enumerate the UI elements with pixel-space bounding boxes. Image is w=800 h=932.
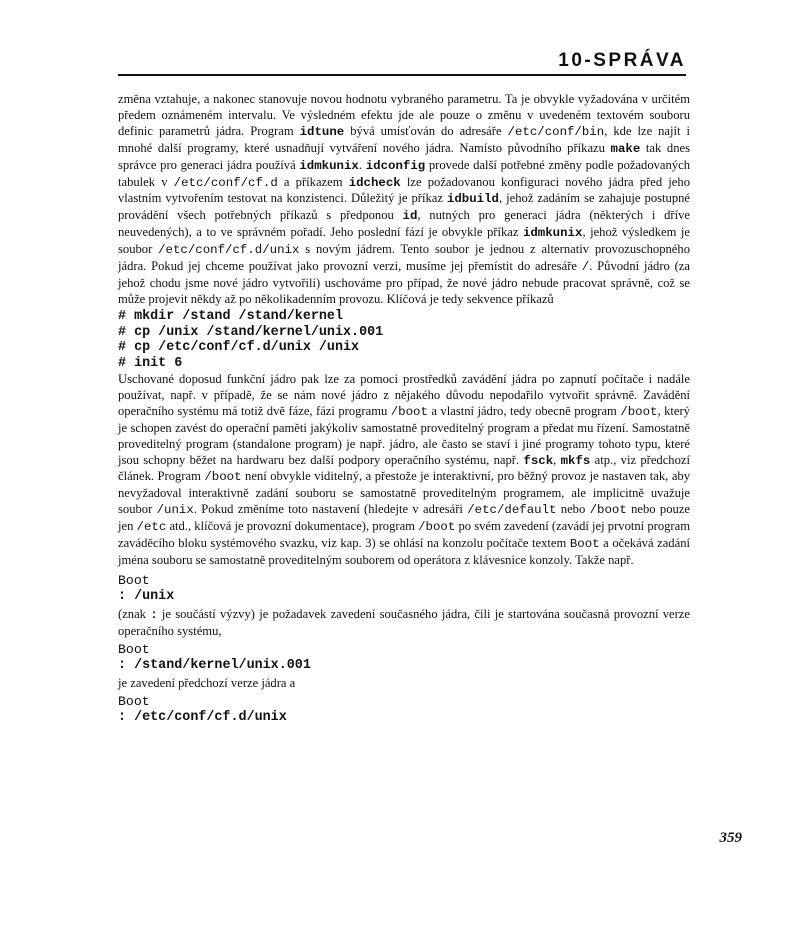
text-run: nebo <box>556 502 590 517</box>
text-run: provede další potřebné změny podle požadovaných tabulek v <box>118 157 691 189</box>
inline-code: /etc/default <box>467 503 557 518</box>
paragraph-2 <box>118 372 690 569</box>
command-name: idtune <box>299 124 345 139</box>
text-run: , kde lze najít i mnohé další programy, které usnadňují vytváření nového jádra. Namísto původního příkazu <box>118 123 690 155</box>
command-name: idmkunix <box>299 158 359 173</box>
inline-code: /boot <box>589 503 627 518</box>
text-run: , který je schopen zavést do operační paměti jakýkoliv samostatně proveditelný program a předat mu řízení. Samostatně proveditelný program (standalone program) je např. jádro, ale často se staví i jiné programy tohoto typu, které jsou schopny běžet na hardwaru bez další podpory operačního systému, např. <box>118 403 690 467</box>
inline-code: /boot <box>418 520 456 535</box>
text-run: po svém zavedení (zavádí jej prvotní program zaváděcího bloku systémového svazku, viz kap. 3) se ohlásí na konzolu počítače textem <box>118 519 690 551</box>
text-run: , jehož zadáním se zahajuje postupné provádění všech potřebných příkazů s předponou <box>118 191 690 223</box>
command-name: fsck <box>523 453 554 468</box>
inline-code: /etc/conf/bin <box>507 124 605 139</box>
page-body <box>118 92 690 725</box>
command-name: idconfig <box>365 158 426 173</box>
inline-code: /boot <box>620 404 658 419</box>
paragraph-3 <box>118 607 690 640</box>
command-name: : <box>150 608 158 623</box>
text-run: , <box>553 452 561 467</box>
boot-example-3 <box>118 694 690 726</box>
boot-input: : /unix <box>118 588 175 604</box>
text-run: s novým jádrem. Tento soubor je jednou z alternativ provozuschopného jádra. Pokud jej chceme používat jako provozní verzi, musíme jej přemístit do adresáře <box>118 242 690 274</box>
command-name: mkfs <box>560 453 591 468</box>
code-line: # cp /unix /stand/kernel/unix.001 <box>118 324 384 340</box>
page-number: 359 <box>719 830 742 846</box>
inline-code: /etc <box>136 520 167 535</box>
command-name: idmkunix <box>522 226 583 241</box>
code-line: # init 6 <box>118 356 183 372</box>
text-run: . Původní jádro (za jehož chodu jsme nové jádro vytvořili) uschováme pro případ, že nové jádro nebude pracovat správně, což se může projevit někdy až po několikadenním provozu. Klíčová je tedy sekvence příkazů <box>118 259 690 306</box>
boot-example-2 <box>118 642 690 674</box>
boot-prompt: Boot <box>118 693 150 709</box>
text-run: atp., viz předchozí článek. Program <box>118 452 690 484</box>
boot-prompt: Boot <box>118 642 150 658</box>
text-run: tak dnes správce pro generaci jádra používá <box>118 140 690 172</box>
text-run: Uschované doposud funkční jádro pak lze za pomoci prostředků zavádění jádra po zapnutí počítače i nadále používat, např. v případě, že se nám nové jádro z nějakého důvodu nepodařilo vytvořit správně. Zavádění operačního systému má totiž dvě fáze, fázi programu <box>118 371 690 418</box>
inline-code: Boot <box>569 537 600 552</box>
text-run: , jehož výsledkem je soubor <box>118 225 690 257</box>
command-name: id <box>402 209 418 224</box>
inline-code: /boot <box>390 404 428 419</box>
boot-input: : /stand/kernel/unix.001 <box>118 658 311 674</box>
inline-code: /etc/conf/cf.d <box>173 175 278 190</box>
boot-input: : /etc/conf/cf.d/unix <box>118 709 287 725</box>
boot-prompt: Boot <box>118 572 150 588</box>
paragraph-1 <box>118 92 690 308</box>
code-line: # cp /etc/conf/cf.d/unix /unix <box>118 340 360 356</box>
paragraph-4: je zavedení předchozí verze jádra a <box>118 675 296 690</box>
command-name: idcheck <box>348 175 401 190</box>
code-block <box>118 309 690 372</box>
inline-code: /boot <box>204 470 242 485</box>
text-run: změna vztahuje, a nakonec stanovuje novou hodnotu vybraného parametru. Ta je obvykle vyžadována v určitém předem oznámeném intervalu. Ve výsledném efektu jde ale pouze o změnu v uvedeném textovém souboru definic parametrů jádra. Program <box>118 92 690 138</box>
inline-code: /etc/conf/cf.d/unix <box>158 243 300 258</box>
text-run: je součástí výzvy) je požadavek zavedení současného jádra, čili je startována současná provozní verze operačního systému, <box>118 607 690 639</box>
text-run: nebo pouze jen <box>118 502 690 534</box>
command-name: make <box>610 141 641 156</box>
code-line: # mkdir /stand /stand/kernel <box>118 308 343 324</box>
text-run: . <box>358 157 366 172</box>
text-run: atd., klíčová je provozní dokumentace), program <box>166 519 419 534</box>
text-run: není obvykle viditelný, a přestože je interaktivní, pro běžný provoz je nastaven tak, aby nevyžadoval interaktivně zadání souboru se samostatně proveditelným programem, ale implicitně uvažuje soubor <box>118 469 690 517</box>
text-run: lze požadovanou konfiguraci nového jádra před jeho vlastním vytvořením testovat na konzistenci. Důležitý je příkaz <box>118 174 690 206</box>
chapter-title: 10-SPRÁVA <box>558 50 686 71</box>
text-run: . Pokud změníme toto nastavení (hledejte v adresáři <box>193 502 468 517</box>
boot-example-1 <box>118 573 690 605</box>
text-run: (znak <box>118 607 151 622</box>
inline-code: /unix <box>156 503 194 518</box>
text-run: a příkazem <box>277 174 349 189</box>
text-run: bývá umísťován do adresáře <box>344 123 508 138</box>
header-rule <box>118 74 686 76</box>
text-run: a vlastní jádro, tedy obecně program <box>427 403 621 418</box>
inline-code: / <box>581 260 590 275</box>
text-run: a očekává zadání jména souboru se samostatně proveditelným souborem od operátora z klávesnice konzoly. Takže např. <box>118 536 690 567</box>
command-name: idbuild <box>446 192 499 207</box>
text-run: , nutných pro generaci jádra (některých i dříve neuvedených), a to ve správném pořadí. Jeho poslední fází je obvykle příkaz <box>118 208 690 240</box>
